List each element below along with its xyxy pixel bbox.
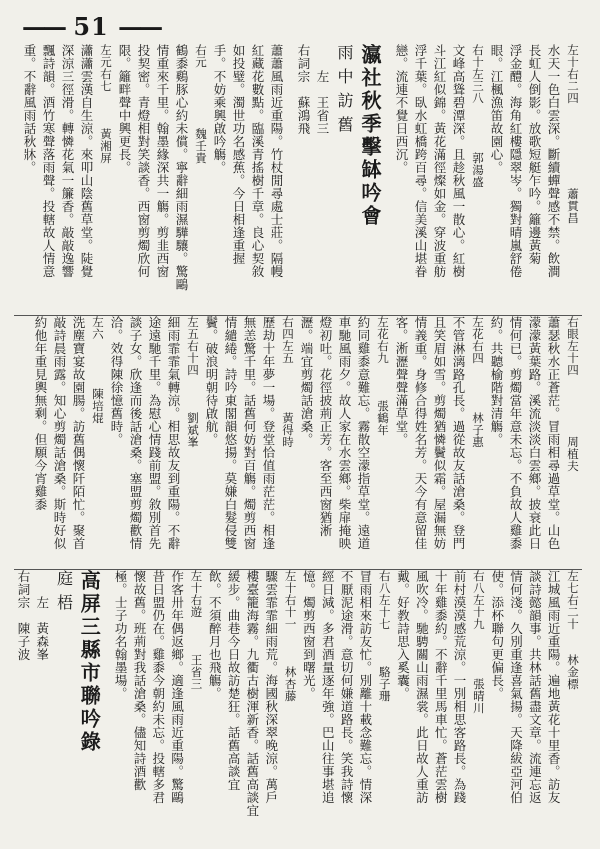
poem-line: 浮千葉。臥水虹橋跨百尋。信美溪山堪眷 — [413, 44, 428, 278]
poem-line: 燈初吐。花徑披荊正芳。客至西窗猶淅 — [318, 316, 333, 537]
poem-line: 不管淋漓路孔長。過從故友話滄桑。登門 — [451, 316, 466, 550]
page-number-dash-right: —— — [118, 12, 161, 41]
poem-line: 飲。不須醉月也飛觴。 — [207, 570, 223, 700]
poem-header: 右八左十九 張晴川 — [471, 570, 486, 714]
poem-line: 客。淅瀝聲聲滿草堂。 — [394, 316, 409, 446]
poem-line: 談詩懿韻事。共林話舊盡文章。流連忘返 — [527, 570, 543, 804]
poem-header: 左十右二四 蕭貫昌 — [566, 44, 580, 224]
poem-line: 約。共聽榆階對清觴。 — [489, 316, 504, 446]
poem-header: 左花右四 林子惠 — [471, 316, 485, 448]
poem-line: 細雨霏霏氣轉涼。相思故友到重陽。不辭 — [166, 316, 181, 550]
poem-line: 使。添杯聯句更偏長。 — [489, 570, 505, 700]
poem-line: 風吹冷。馳騁關山雨濕裳。此日故人重訪 — [414, 570, 430, 804]
poem-topic: 雨中訪舊 — [335, 44, 354, 140]
page-number — [22, 12, 160, 41]
poem-line: 歷劫十年夢一場。登堂恰值雨茫茫。相逢 — [261, 316, 276, 550]
poem-line: 重。不辭風雨話秋牀。 — [22, 44, 37, 174]
poem-header: 左元右七 黃湘屏 — [99, 44, 113, 164]
poem-line: 情何淺。久別重逢喜氣揚。天降紱亞河伯 — [508, 570, 524, 804]
judges-line: 右詞宗 陳子波 — [15, 570, 31, 661]
poem-header: 左十右十一 林杏藤 — [283, 570, 298, 702]
poem-line: 十年雞黍約。不辭千里馬車忙。蒼茫雲樹 — [433, 570, 449, 804]
poem-line: 不厭泥途滑。意切何嫌道路長。笑我詩懷 — [339, 570, 355, 804]
poem-line: 作客卅年偶返鄉。適逢風雨近重陽。驚鷗 — [169, 570, 185, 804]
middle-band — [14, 316, 582, 568]
poem-line: 且笑眉如雪。剪燭猶憐鬢似霜。屋漏無妨 — [432, 316, 447, 550]
poem-header: 右眼左十四 周植夫 — [566, 316, 580, 472]
poem-header: 右元 魏壬貴 — [194, 44, 208, 164]
poem-line: 經日減。多君酒量逐年強。巴山往事堪追 — [320, 570, 336, 804]
poem-line: 樓臺籠海霧。九衢古樹渾新香。話舊高談宜 — [244, 570, 260, 817]
poem-line: 如投璧。濁世功名感蕉。今日相逢重握 — [231, 44, 246, 265]
judges-line: 左 王省三 — [315, 44, 330, 135]
page-number-value: 51 — [73, 12, 109, 41]
poem-header: 左六 陳培焜 — [91, 316, 105, 424]
poem-header: 左七右二十 林金標 — [566, 570, 580, 690]
poem-line: 緩步。曲巷今日故訪楚狂。話舊高談宜 — [226, 570, 242, 791]
poem-line: 瀝。端宜剪燭話滄桑。 — [299, 316, 314, 446]
poem-header: 左五右十四 劉斌峯 — [186, 316, 200, 448]
poem-line: 濛濛黃葉路。溪流淡淡白雲鄉。披衰此日 — [527, 316, 542, 550]
poem-line: 昔日盟仍在。雞黍今朝約未忘。投轄多君 — [150, 570, 166, 804]
poem-line: 懷故舊。班荊對我話滄桑。儘知詩酒歡 — [131, 570, 147, 791]
poem-line: 眼。江楓漁笛故園心。 — [489, 44, 504, 174]
poem-line: 情重來千里。翰墨緣深共一觴。剪韭西窗 — [155, 44, 170, 278]
poem-line: 蕭瑟秋水正蒼茫。冒雨相尋過草堂。山色 — [546, 316, 561, 550]
poem-line: 洗塵寶宴故園腸。訪舊偶懷阡陌忙。聚首 — [71, 316, 86, 550]
judges-line: 左 黃森峯 — [34, 570, 50, 661]
poem-header: 左花右九 張鶴年 — [376, 316, 390, 436]
poem-line: 情繾綣。詩吟東閣韻悠揚。莫嫌白髮侵雙 — [223, 316, 238, 550]
poem-line: 情義重。身修合得姓名芳。天今有意留佳 — [413, 316, 428, 550]
poem-line: 前村漠漠感荒涼。一別相思客路長。為踐 — [452, 570, 468, 804]
poem-line: 蕭蕭風雨近重陽。竹杖閒尋處士莊。隔幔 — [269, 44, 284, 278]
column-gap — [103, 570, 111, 840]
poem-header: 右四左五 黃得時 — [281, 316, 295, 448]
poem-header: 右八左十七 駱子珊 — [377, 570, 392, 702]
poem-line: 水天一色白雲深。斷續蟬聲感不禁。飲澗 — [546, 44, 561, 278]
poem-line: 江城風雨近重陽。遍地黃花十里香。訪友 — [546, 570, 562, 804]
poem-line: 長虹人倒影。放歌短艇乍吟。籬邊黃菊 — [527, 44, 542, 265]
poem-line: 瀟瀟雲漢自生涼。來叩山陰舊草堂。陡覺 — [79, 44, 94, 278]
poem-line: 談子女。欣逢而後話滄桑。塞盟剪燭歡情 — [128, 316, 143, 550]
poem-line: 憶。燭剪西窗到曙光。 — [301, 570, 317, 700]
poem-line: 鶴黍鷄豚心約未償。寧辭細雨濕驊驤。驚鷗 — [174, 44, 189, 291]
section-title: 高屏三縣市聯吟錄 — [77, 570, 102, 754]
poem-line: 戀。流連不覺日西沉。 — [394, 44, 409, 174]
judges-line: 右詞宗 蘇鴻飛 — [296, 44, 311, 135]
poem-line: 限。籬畔聲中興更長。 — [117, 44, 132, 174]
poem-line: 敲詩晨雨露。知心剪燭話滄桑。斯時好似 — [52, 316, 67, 550]
poem-line: 情何已。剪燭當年意未忘。不負故人雞黍 — [508, 316, 523, 550]
poem-line: 鬢。破浪明朝待啟航。 — [204, 316, 219, 446]
poem-line: 冒雨相來訪友忙。別離十載念難忘。情深 — [357, 570, 373, 804]
poem-line: 斗江紅似錦。黃花滿徑燦如金。穿波重舫 — [432, 44, 447, 278]
poem-line: 無恙驚千里。話舊何妨對百觴。燭剪西窗 — [242, 316, 257, 550]
poem-line: 途遠馳千里。為慰心情踐前盟。敘別首先 — [147, 316, 162, 550]
page-number-dash-left: —— — [22, 12, 64, 41]
poem-line: 紅藏花數點。臨溪青搖樹千章。良心契敘 — [250, 44, 265, 278]
poem-line: 手。不妨乘興啟吟觴。 — [212, 44, 227, 174]
poem-line: 浮金醴。海角紅樓隱翠岑。獨對晴嵐舒倦 — [508, 44, 523, 278]
section-title: 瀛社秋季擊缽吟會 — [358, 44, 382, 228]
poem-line: 車馳風雨夕。故人家在水雲鄉。柴扉掩映 — [337, 316, 352, 550]
poem-line: 深涼三徑滑。轉憐花氣一簾香。敲敲逸響 — [60, 44, 75, 278]
poem-line: 約同雞黍意難忘。霧散空濛指草堂。遠道 — [356, 316, 371, 550]
column-gap — [286, 44, 294, 314]
poem-header: 左十右遊 王省三 — [189, 570, 204, 690]
poem-line: 投契密。青燈相對笑談香。西窗剪燭欣何 — [136, 44, 151, 278]
top-band — [14, 44, 582, 314]
poem-line: 驟雲霏霏細雨荒。海國秋深翠晚涼。萬戶 — [263, 570, 279, 804]
poem-line: 戴。好教詩思入奚囊。 — [395, 570, 411, 700]
poem-line: 極。士子功名翰墨場。 — [113, 570, 129, 700]
poem-line: 文峰高聳碧潭深。且趁秋風一散心。紅樹 — [451, 44, 466, 278]
column-gap — [384, 44, 392, 314]
poem-line: 飄詩韻。酒竹寒聲落雨聲。投轄故人情意 — [41, 44, 56, 278]
poem-topic: 庭梧 — [54, 570, 74, 618]
poem-line: 洽。效得陳徐憶舊時。 — [109, 316, 124, 446]
poem-header: 右十左三八 郭湯盛 — [471, 44, 485, 188]
poem-line: 約他年重見輿無剩。但願今宵雞黍 — [33, 316, 48, 511]
bottom-band — [14, 570, 582, 840]
